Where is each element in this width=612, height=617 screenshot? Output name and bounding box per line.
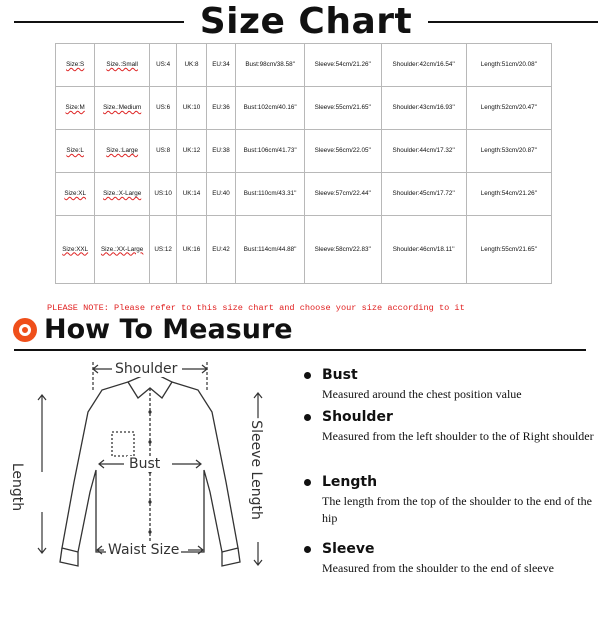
- table-cell: Size:S: [56, 44, 95, 87]
- how-to-measure-title: How To Measure: [44, 314, 293, 345]
- table-cell: Sleeve:55cm/21.65'': [305, 87, 381, 130]
- table-cell: Sleeve:57cm/22.44'': [305, 173, 381, 216]
- table-cell: Bust:102cm/40.16'': [236, 87, 305, 130]
- table-cell: Length:53cm/20.87'': [466, 130, 551, 173]
- definition-desc: The length from the top of the shoulder to the end of the hip: [322, 494, 592, 525]
- table-cell: UK:16: [177, 216, 206, 284]
- table-cell: Length:55cm/21.65'': [466, 216, 551, 284]
- table-cell: US:4: [149, 44, 176, 87]
- table-cell: Shoulder:43cm/16.93'': [381, 87, 466, 130]
- table-cell: Sleeve:58cm/22.83'': [305, 216, 381, 284]
- table-cell: US:12: [149, 216, 176, 284]
- table-cell: Length:52cm/20.47'': [466, 87, 551, 130]
- table-cell: EU:42: [206, 216, 235, 284]
- table-cell: Size:L: [56, 130, 95, 173]
- table-cell: Bust:110cm/43.31'': [236, 173, 305, 216]
- bullet-icon: [304, 372, 311, 379]
- definition-desc: Measured around the chest position value: [322, 387, 522, 401]
- table-cell: Size.:X-Large: [95, 173, 150, 216]
- table-row: [56, 130, 552, 173]
- table-cell: Shoulder:45cm/17.72'': [381, 173, 466, 216]
- table-cell: UK:10: [177, 87, 206, 130]
- size-chart-title: Size Chart: [199, 1, 413, 42]
- table-cell: Size:M: [56, 87, 95, 130]
- table-row: [56, 173, 552, 216]
- table-cell: Sleeve:54cm/21.26'': [305, 44, 381, 87]
- definition-desc: Measured from the left shoulder to the of Right shoulder: [322, 429, 594, 443]
- table-cell: US:10: [149, 173, 176, 216]
- table-cell: EU:38: [206, 130, 235, 173]
- measure-rule: [14, 349, 586, 351]
- shirt-illustration: [0, 352, 290, 612]
- table-row: [56, 87, 552, 130]
- definition-term: Bust: [322, 367, 358, 383]
- table-cell: Size:XL: [56, 173, 95, 216]
- target-icon: [13, 318, 37, 342]
- table-cell: Bust:114cm/44.88'': [236, 216, 305, 284]
- table-cell: US:6: [149, 87, 176, 130]
- table-cell: Size:XXL: [56, 216, 95, 284]
- table-cell: Shoulder:46cm/18.11'': [381, 216, 466, 284]
- table-cell: EU:34: [206, 44, 235, 87]
- diagram-label-shoulder: Shoulder: [115, 361, 178, 377]
- table-cell: Size.:Small: [95, 44, 150, 87]
- shirt-measure-diagram: [0, 352, 290, 612]
- table-cell: EU:36: [206, 87, 235, 130]
- bullet-icon: [304, 479, 311, 486]
- size-chart-table: [55, 43, 552, 284]
- table-cell: UK:8: [177, 44, 206, 87]
- table-cell: Sleeve:56cm/22.05'': [305, 130, 381, 173]
- diagram-label-sleeve: Sleeve Length: [247, 420, 264, 520]
- table-cell: Length:54cm/21.26'': [466, 173, 551, 216]
- table-cell: Shoulder:42cm/16.54'': [381, 44, 466, 87]
- table-cell: Shoulder:44cm/17.32'': [381, 130, 466, 173]
- definition-term: Sleeve: [322, 541, 375, 557]
- definition-term: Shoulder: [322, 409, 393, 425]
- table-cell: Bust:98cm/38.58'': [236, 44, 305, 87]
- table-cell: EU:40: [206, 173, 235, 216]
- table-cell: Size.:XX-Large: [95, 216, 150, 284]
- table-cell: US:8: [149, 130, 176, 173]
- bullet-icon: [304, 546, 311, 553]
- table-row: [56, 216, 552, 284]
- table-cell: Size.:Medium: [95, 87, 150, 130]
- size-note: PLEASE NOTE: Please refer to this size chart and choose your size according to it: [47, 303, 465, 313]
- pocket-outline: [112, 432, 134, 456]
- table-cell: Size.:Large: [95, 130, 150, 173]
- definition-desc: Measured from the shoulder to the end of sleeve: [322, 561, 554, 575]
- table-cell: Length:51cm/20.08'': [466, 44, 551, 87]
- bullet-icon: [304, 414, 311, 421]
- table-cell: Bust:106cm/41.73'': [236, 130, 305, 173]
- table-cell: UK:12: [177, 130, 206, 173]
- table-cell: UK:14: [177, 173, 206, 216]
- table-row: [56, 44, 552, 87]
- diagram-label-length: Length: [9, 462, 26, 512]
- diagram-label-waist: Waist Size: [108, 542, 180, 558]
- diagram-label-bust: Bust: [129, 456, 161, 472]
- definition-term: Length: [322, 474, 378, 490]
